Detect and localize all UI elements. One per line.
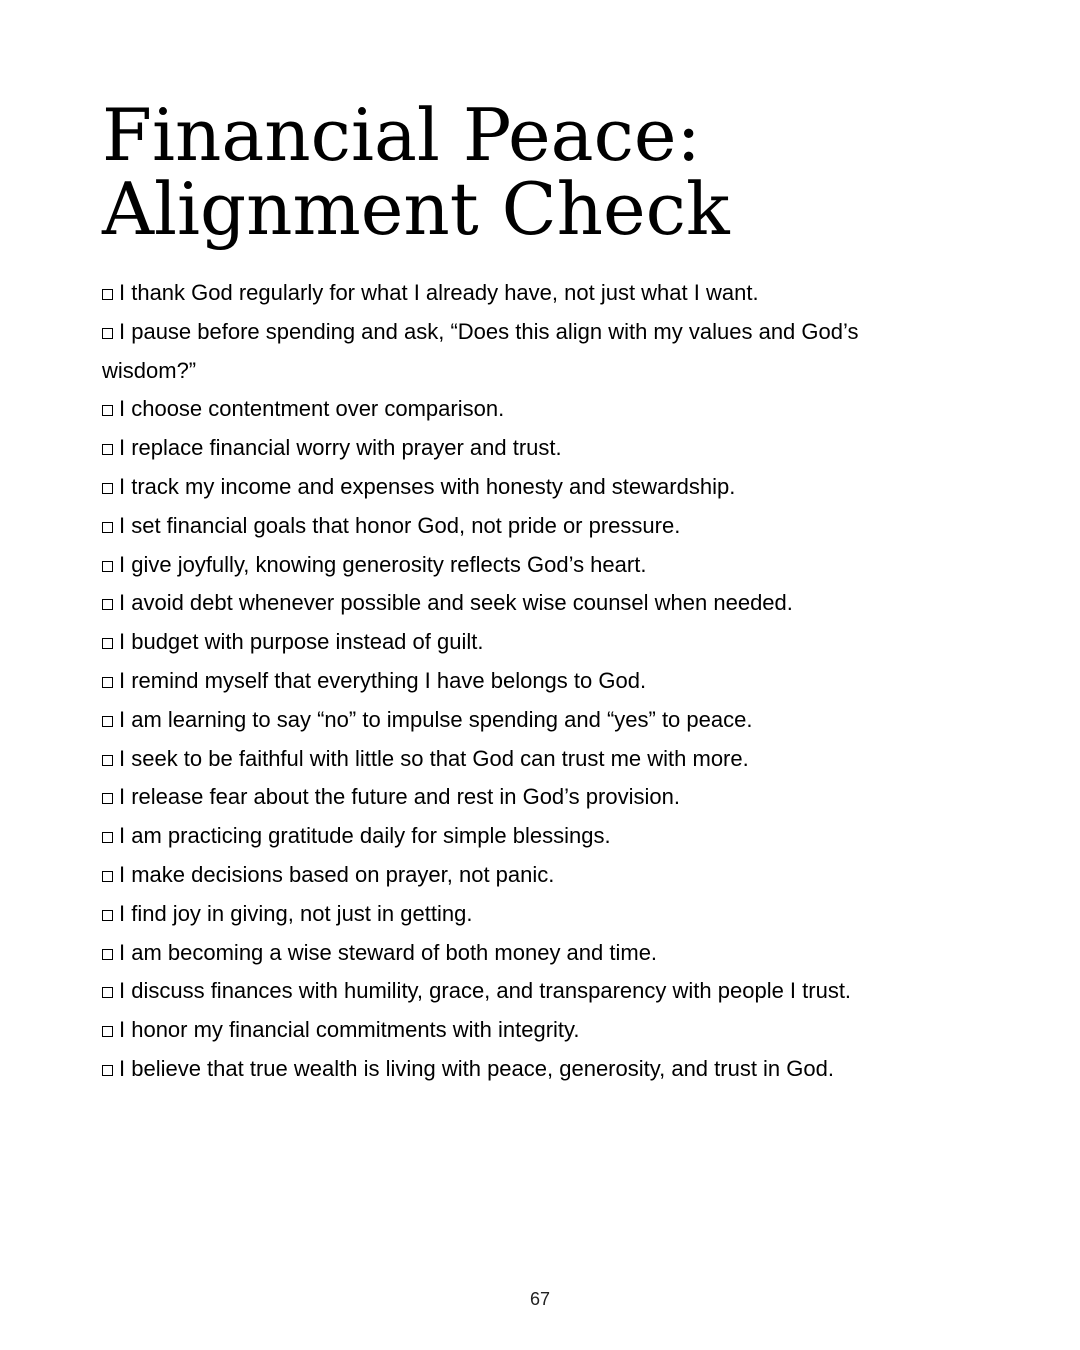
- checklist-item: [102, 546, 902, 585]
- checklist-item-text: I choose contentment over comparison.: [119, 396, 505, 422]
- page-title-line-2: Alignment Check: [102, 167, 730, 251]
- page-title: [102, 93, 1002, 251]
- checkbox-icon[interactable]: [102, 638, 113, 649]
- checklist-item: [102, 972, 902, 1011]
- checklist-item: [102, 623, 902, 662]
- checklist-item-text: I budget with purpose instead of guilt.: [119, 629, 484, 655]
- checkbox-icon[interactable]: [102, 910, 113, 921]
- checklist-item: [102, 740, 902, 779]
- checklist-item-text: I avoid debt whenever possible and seek wise counsel when needed.: [119, 590, 793, 616]
- checkbox-icon[interactable]: [102, 1065, 113, 1076]
- checklist-item-text: I seek to be faithful with little so that God can trust me with more.: [119, 745, 749, 771]
- checkbox-icon[interactable]: [102, 677, 113, 688]
- checklist-item: [102, 584, 902, 623]
- checklist-item-text: I thank God regularly for what I already have, not just what I want.: [119, 280, 759, 305]
- checklist-item-text: I am learning to say “no” to impulse spending and “yes” to peace.: [119, 706, 753, 732]
- checklist-item: [102, 507, 902, 546]
- checkbox-icon[interactable]: [102, 832, 113, 843]
- checklist-item: [102, 778, 902, 817]
- checkbox-icon[interactable]: [102, 522, 113, 533]
- checklist-item: [102, 701, 902, 740]
- checklist-item: [102, 934, 902, 973]
- checklist-item-text: I am becoming a wise steward of both money and time.: [119, 939, 658, 965]
- checklist-item-text: I find joy in giving, not just in getting.: [119, 900, 473, 926]
- checkbox-icon[interactable]: [102, 716, 113, 727]
- checklist-item: [102, 274, 902, 313]
- checkbox-icon[interactable]: [102, 289, 113, 300]
- checklist-item-text: I track my income and expenses with honesty and stewardship.: [119, 473, 736, 499]
- checklist-item: [102, 1050, 902, 1089]
- checklist-item: [102, 390, 902, 429]
- checkbox-icon[interactable]: [102, 483, 113, 494]
- checklist-item-text: I release fear about the future and rest in God’s provision.: [119, 784, 680, 810]
- checklist-item-text: I discuss finances with humility, grace, and transparency with people I trust.: [119, 978, 852, 1004]
- checklist-item-text: I remind myself that everything I have belongs to God.: [119, 667, 647, 693]
- checklist-item-text: I pause before spending and ask, “Does this align with my values and God’s wisdom?”: [102, 318, 859, 383]
- page-title-line-1: Financial Peace:: [102, 93, 701, 177]
- checklist-item-text: I replace financial worry with prayer and trust.: [119, 435, 562, 461]
- checkbox-icon[interactable]: [102, 444, 113, 455]
- checklist-item-text: I make decisions based on prayer, not panic.: [119, 861, 555, 887]
- checkbox-icon[interactable]: [102, 793, 113, 804]
- checklist-item: [102, 856, 902, 895]
- checklist-item-text: I believe that true wealth is living with peace, generosity, and trust in God.: [119, 1055, 834, 1081]
- alignment-checklist: [102, 274, 902, 1089]
- checkbox-icon[interactable]: [102, 987, 113, 998]
- checklist-item: [102, 895, 902, 934]
- checklist-item: [102, 468, 902, 507]
- checklist-item-text: I honor my financial commitments with integrity.: [119, 1017, 580, 1043]
- checklist-item-text: I give joyfully, knowing generosity reflects God’s heart.: [119, 551, 647, 577]
- checklist-item: [102, 313, 902, 391]
- checklist-item: [102, 1011, 902, 1050]
- checkbox-icon[interactable]: [102, 755, 113, 766]
- checklist-item-text: I am practicing gratitude daily for simple blessings.: [119, 823, 611, 849]
- checkbox-icon[interactable]: [102, 871, 113, 882]
- checklist-item: [102, 429, 902, 468]
- checkbox-icon[interactable]: [102, 1026, 113, 1037]
- checkbox-icon[interactable]: [102, 561, 113, 572]
- checkbox-icon[interactable]: [102, 328, 113, 339]
- checklist-item: [102, 662, 902, 701]
- checkbox-icon[interactable]: [102, 949, 113, 960]
- checkbox-icon[interactable]: [102, 599, 113, 610]
- checkbox-icon[interactable]: [102, 405, 113, 416]
- page-number: 67: [529, 1289, 551, 1309]
- checklist-item: [102, 817, 902, 856]
- checklist-item-text: I set financial goals that honor God, not pride or pressure.: [119, 512, 681, 538]
